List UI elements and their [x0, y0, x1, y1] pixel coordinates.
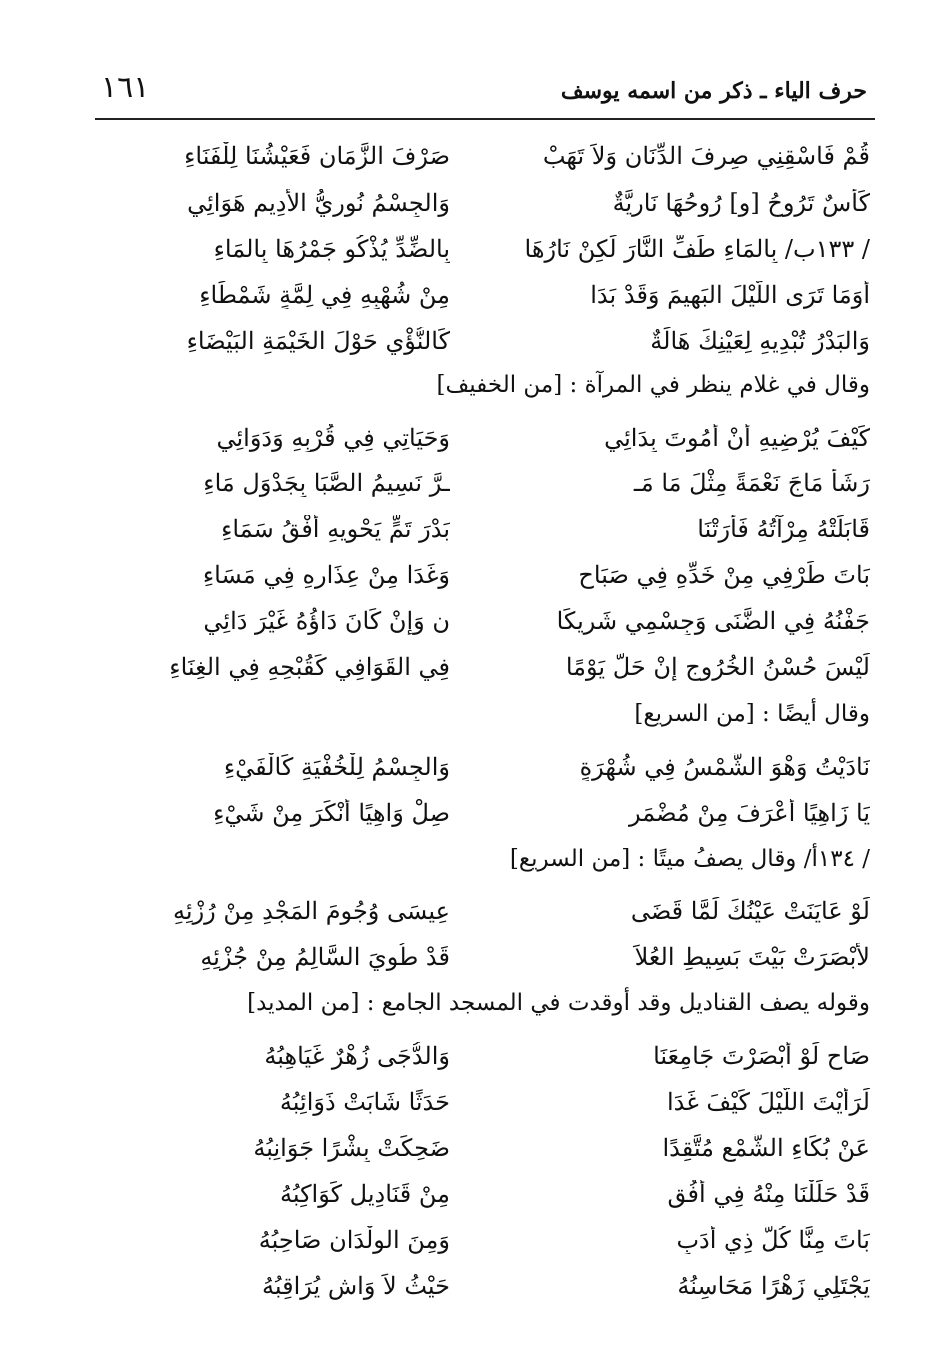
verse-second-hemistich: وَحَيَاتِي فِي قُرْبِهِ وَدَوَائِي	[216, 424, 450, 452]
verse	[100, 937, 870, 981]
verse-second-hemistich: صَرْفَ الزَّمَانِ فَعَيْشُنَا لِلْفَنَاءِ	[184, 142, 450, 170]
verse-first-hemistich: كَأْسٌ تَرُوحُ [و] رُوحُهَا نَارِيَّةٌ	[612, 189, 870, 217]
verse	[100, 1036, 870, 1080]
verse-second-hemistich: قَدْ طُوِيَ السَّالِمُ مِنْ جُزْئِهِ	[200, 943, 450, 971]
verse-second-hemistich: مِنْ قَنَادِيلٍ كَوَاكِبُهُ	[280, 1180, 450, 1208]
poem-intro: وقوله يصف القناديل وقد أوقدت في المسجد الجامع : [من المديد]	[247, 990, 870, 1016]
verse-first-hemistich: عَنْ بُكَاءِ الشَّمْعِ مُتَّقِدًا	[662, 1134, 870, 1162]
verse-second-hemistich: بَدْرَ تَمٍّ يَحْوِيهِ أُفْقُ سَمَاءِ	[221, 515, 450, 543]
header-rule	[95, 118, 875, 120]
verse-second-hemistich: نِ وَإِنْ كَانَ دَاؤُهُ غَيْرَ دَائِي	[203, 607, 450, 635]
verse	[100, 793, 870, 837]
verse-second-hemistich: حَيْثُ لاَ وَاشٍ يُرَاقِبُهُ	[262, 1272, 450, 1300]
verse-first-hemistich: بَاتَ مِنَّا كُلُّ ذِي أَدَبٍ	[676, 1226, 870, 1254]
verse-first-hemistich: أَوَمَا تَرَى اللَّيْلَ البَهِيمَ وَقَدْ بَدَا	[590, 281, 870, 309]
verse	[100, 1266, 870, 1310]
verse-second-hemistich: وَمِنَ الوِلْدَانِ صَاحِبُهُ	[258, 1226, 450, 1254]
verse	[100, 321, 870, 365]
verse-first-hemistich: جَفْنُهُ فِي الضَّنَى وَجِسْمِي شَرِيكَا	[556, 607, 870, 635]
verse-first-hemistich: لَوْ عَايَنَتْ عَيْنُكَ لَمَّا قَضَى	[630, 897, 870, 925]
verse-second-hemistich: وَالجِسْمُ نُورِيُّ الأَدِيمِ هَوَائِي	[187, 189, 450, 217]
verse	[100, 601, 870, 645]
verse-first-hemistich: قَدْ حَلَلْنَا مِنْهُ فِي أُفُقٍ	[667, 1180, 870, 1208]
verse-first-hemistich: يَا زَاهِيًا أَعْرَفَ مِنْ مُضْمَرٍ	[629, 799, 870, 827]
verse	[100, 555, 870, 599]
poem-intro: وقال في غلام ينظر في المرآة : [من الخفيف]	[436, 372, 870, 398]
verse-first-hemistich: قُمْ فَاسْقِنِي صِرفَ الدِّنَانِ وَلاَ تَهَبْ	[542, 142, 870, 170]
poem-intro: / ١٣٤أ/ وقال يصفُ ميتًا : [من السريع]	[509, 846, 870, 872]
verse	[100, 747, 870, 791]
verse-second-hemistich: وَالجِسْمُ لِلْخُفْيَةِ كَالْفَيْءِ	[223, 753, 450, 781]
verse	[100, 647, 870, 691]
verse-first-hemistich: قَابَلَتْهُ مِرْآتُهُ فَأَرَتْنَا	[697, 515, 870, 543]
verse	[100, 463, 870, 507]
verse-second-hemistich: صِلْ وَاهِيًا أَنْكَرَ مِنْ شَيْءِ	[213, 799, 450, 827]
verse-second-hemistich: ضَحِكَتْ بِشْرًا جَوَانِبُهُ	[253, 1134, 450, 1162]
verse	[100, 275, 870, 319]
verse-second-hemistich: ـرَّ نَسِيمُ الصَّبَا بِجَدْوَلِ مَاءِ	[203, 469, 450, 497]
verse-first-hemistich: لَيْسَ حُسْنُ الخُرُوجِ إِنْ حَلَّ يَوْمًا	[565, 653, 870, 681]
verse-first-hemistich: وَالبَدْرُ تُبْدِيهِ لِعَيْنِكَ هَالَةٌ	[650, 327, 870, 355]
verse-first-hemistich: يَجْتَلِي زَهْرًا مَحَاسِنُهُ	[677, 1272, 870, 1300]
verse	[100, 891, 870, 935]
verse-first-hemistich: رَشَأٌ مَاجَ نَعْمَةً مِثْلَ مَا مَـ	[633, 469, 870, 497]
verse	[100, 1128, 870, 1172]
running-head: حرف الياء ـ ذكر من اسمه يوسف	[560, 78, 867, 104]
page-header	[95, 66, 875, 114]
page-number: ١٦١	[101, 70, 150, 105]
verse	[100, 136, 870, 180]
verse-first-hemistich: لَرَأَيْتَ اللَّيْلَ كَيْفَ غَدَا	[666, 1088, 870, 1116]
verse	[100, 1082, 870, 1126]
verse-first-hemistich: / ١٣٣ب/ بِالمَاءِ طَفِّ النَّارَ لَكِنْ نَارُهَا	[524, 235, 870, 263]
verse-first-hemistich: صَاحِ لَوْ أَبْصَرْتَ جَامِعَنَا	[653, 1042, 870, 1070]
verse-first-hemistich: بَاتَ طَرْفِي مِنْ خَدِّهِ فِي صَبَاحٍ	[578, 561, 870, 589]
verse-second-hemistich: وَغَدَا مِنْ عِذَارِهِ فِي مَسَاءِ	[202, 561, 450, 589]
verse-second-hemistich: وَالدُّجَى زُهْرٌ غَيَاهِبُهُ	[264, 1042, 450, 1070]
verse-second-hemistich: كَالنُّؤْيِ حَوْلَ الخَيْمَةِ البَيْضَاءِ	[186, 327, 450, 355]
poem-intro: وقال أيضًا : [من السريع]	[634, 701, 870, 727]
verse-second-hemistich: بِالضِّدِّ يُذْكُو جَمْرُهَا بِالمَاءِ	[213, 235, 450, 263]
verse	[100, 509, 870, 553]
verse-second-hemistich: مِنْ شُهْبِهِ فِي لِمَّةٍ شَمْطَاءِ	[199, 281, 450, 309]
verse	[100, 183, 870, 227]
verse-second-hemistich: عِيسَى وُجُومَ المَجْدِ مِنْ رُزْئِهِ	[173, 897, 450, 925]
verse-first-hemistich: كَيْفَ يُرْضِيهِ أَنْ أَمُوتَ بِدَائِي	[604, 424, 870, 452]
verse	[100, 229, 870, 273]
verse-second-hemistich: فِي القَوَافِي كَقُبْحِهِ فِي الغِنَاءِ	[169, 653, 450, 681]
verse	[100, 418, 870, 462]
verse	[100, 1220, 870, 1264]
verse-second-hemistich: حَدَثًا شَابَتْ ذَوَائِبُهُ	[279, 1088, 450, 1116]
verse-first-hemistich: نَادَيْتُ وَهْوَ الشَّمْسُ فِي شُهْرَةٍ	[579, 753, 870, 781]
verse	[100, 1174, 870, 1218]
verse-first-hemistich: لأَبْصَرَتْ بَيْتَ بَسِيطِ العُلاَ	[634, 943, 870, 971]
